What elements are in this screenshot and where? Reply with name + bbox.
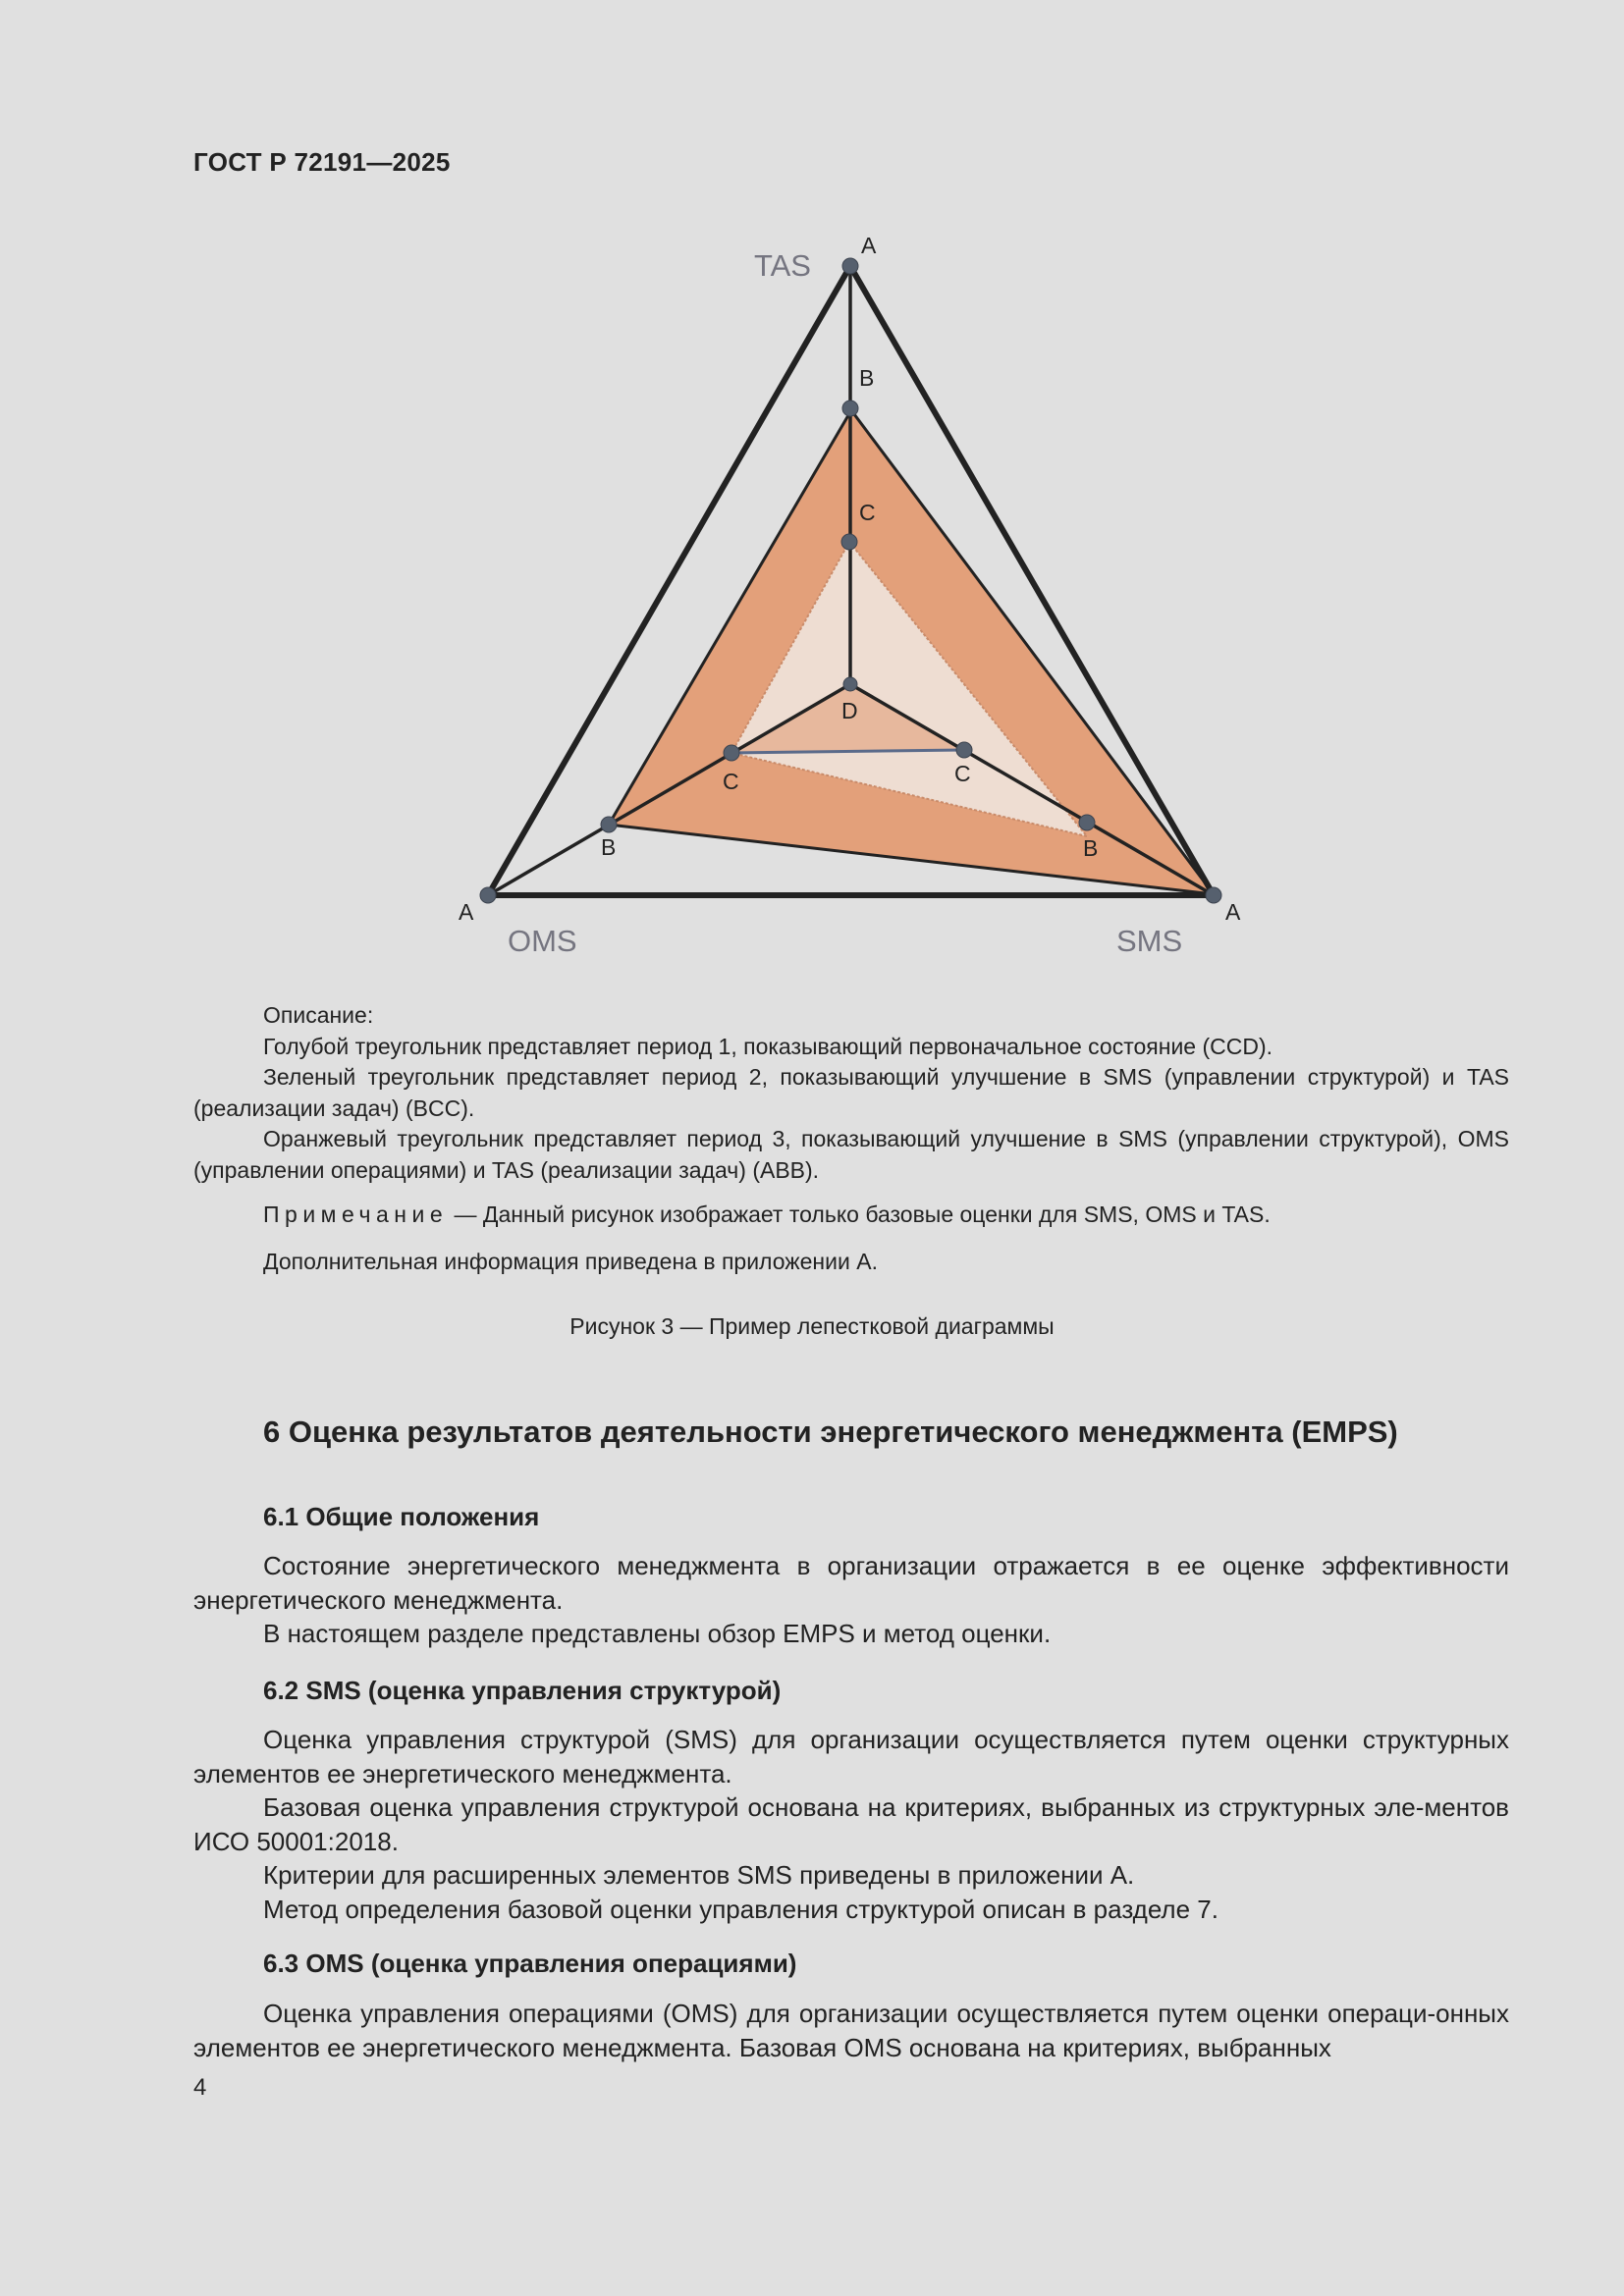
point-tas-c xyxy=(841,534,857,550)
label-tas-a: A xyxy=(861,233,877,258)
description-line: Оранжевый треугольник представляет период 3, показывающий улучшение в SMS (управлении структурой), OMS (управлении операциями) и TAS (реализации задач) (ABB). xyxy=(193,1126,1509,1183)
section-6-1-body xyxy=(193,1549,1509,1651)
point-d xyxy=(843,677,857,691)
point-oms-c xyxy=(724,745,739,761)
note-label: Примечание xyxy=(263,1201,449,1227)
section-6-2-body xyxy=(193,1723,1509,1926)
point-tas-b xyxy=(842,400,858,416)
figure-note xyxy=(263,1201,1271,1228)
note-text: — Данный рисунок изображает только базовые оценки для SMS, OMS и TAS. xyxy=(448,1201,1271,1227)
paragraph: Состояние энергетического менеджмента в организации отражается в ее оценке эффективности энергетического менеджмента. xyxy=(193,1551,1509,1615)
description-title: Описание: xyxy=(263,1002,374,1028)
label-d: D xyxy=(841,698,858,723)
figure-description xyxy=(193,1000,1509,1186)
paragraph: Базовая оценка управления структурой основана на критериях, выбранных из структурных эле-ментов ИСО 50001:2018. xyxy=(193,1792,1509,1856)
figure-caption: Рисунок 3 — Пример лепестковой диаграммы xyxy=(569,1313,1055,1339)
label-sms-a: A xyxy=(1225,899,1241,925)
label-oms-c: C xyxy=(723,769,739,794)
section-6-3-body xyxy=(193,1997,1509,2064)
radar-diagram xyxy=(432,226,1276,972)
axis-label-oms: OMS xyxy=(508,924,577,958)
label-tas-c: C xyxy=(859,500,876,525)
point-oms-a xyxy=(480,887,496,903)
section-6-2-heading: 6.2 SMS (оценка управления структурой) xyxy=(263,1676,782,1705)
paragraph: В настоящем разделе представлены обзор EMPS и метод оценки. xyxy=(263,1619,1052,1648)
label-sms-b: B xyxy=(1083,835,1099,861)
section-6-1-heading: 6.1 Общие положения xyxy=(263,1502,540,1531)
paragraph: Критерии для расширенных элементов SMS приведены в приложении А. xyxy=(263,1860,1135,1890)
label-sms-c: C xyxy=(954,761,971,786)
description-line: Голубой треугольник представляет период 1, показывающий первоначальное состояние (CCD). xyxy=(263,1033,1273,1059)
label-oms-a: A xyxy=(459,899,474,925)
point-sms-c xyxy=(956,742,972,758)
label-oms-b: B xyxy=(601,834,617,860)
page-number: 4 xyxy=(193,2074,207,2101)
axis-label-tas: TAS xyxy=(754,248,811,283)
description-line: Зеленый треугольник представляет период 2, показывающий улучшение в SMS (управлении структурой) и TAS (реализации задач) (BCC). xyxy=(193,1064,1509,1121)
point-oms-b xyxy=(601,817,617,832)
paragraph: Оценка управления структурой (SMS) для организации осуществляется путем оценки структурных элементов ее энергетического менеджмента. xyxy=(193,1725,1509,1789)
point-sms-a xyxy=(1206,887,1221,903)
point-sms-b xyxy=(1079,815,1095,830)
section-6-3-heading: 6.3 OMS (оценка управления операциями) xyxy=(263,1949,797,1978)
paragraph: Оценка управления операциями (OMS) для организации осуществляется путем оценки операци-онных элементов ее энергетического менеджмента. Базовая OMS основана на критериях, выбранных xyxy=(193,1999,1509,2062)
point-tas-a xyxy=(842,258,858,274)
document-id: ГОСТ Р 72191—2025 xyxy=(193,147,451,177)
label-tas-b: B xyxy=(859,365,875,391)
axis-label-sms: SMS xyxy=(1116,924,1183,958)
paragraph: Метод определения базовой оценки управления структурой описан в разделе 7. xyxy=(263,1894,1218,1924)
extra-info: Дополнительная информация приведена в приложении А. xyxy=(263,1249,878,1274)
section-6-heading: 6 Оценка результатов деятельности энергетического менеджмента (EMPS) xyxy=(263,1415,1398,1449)
